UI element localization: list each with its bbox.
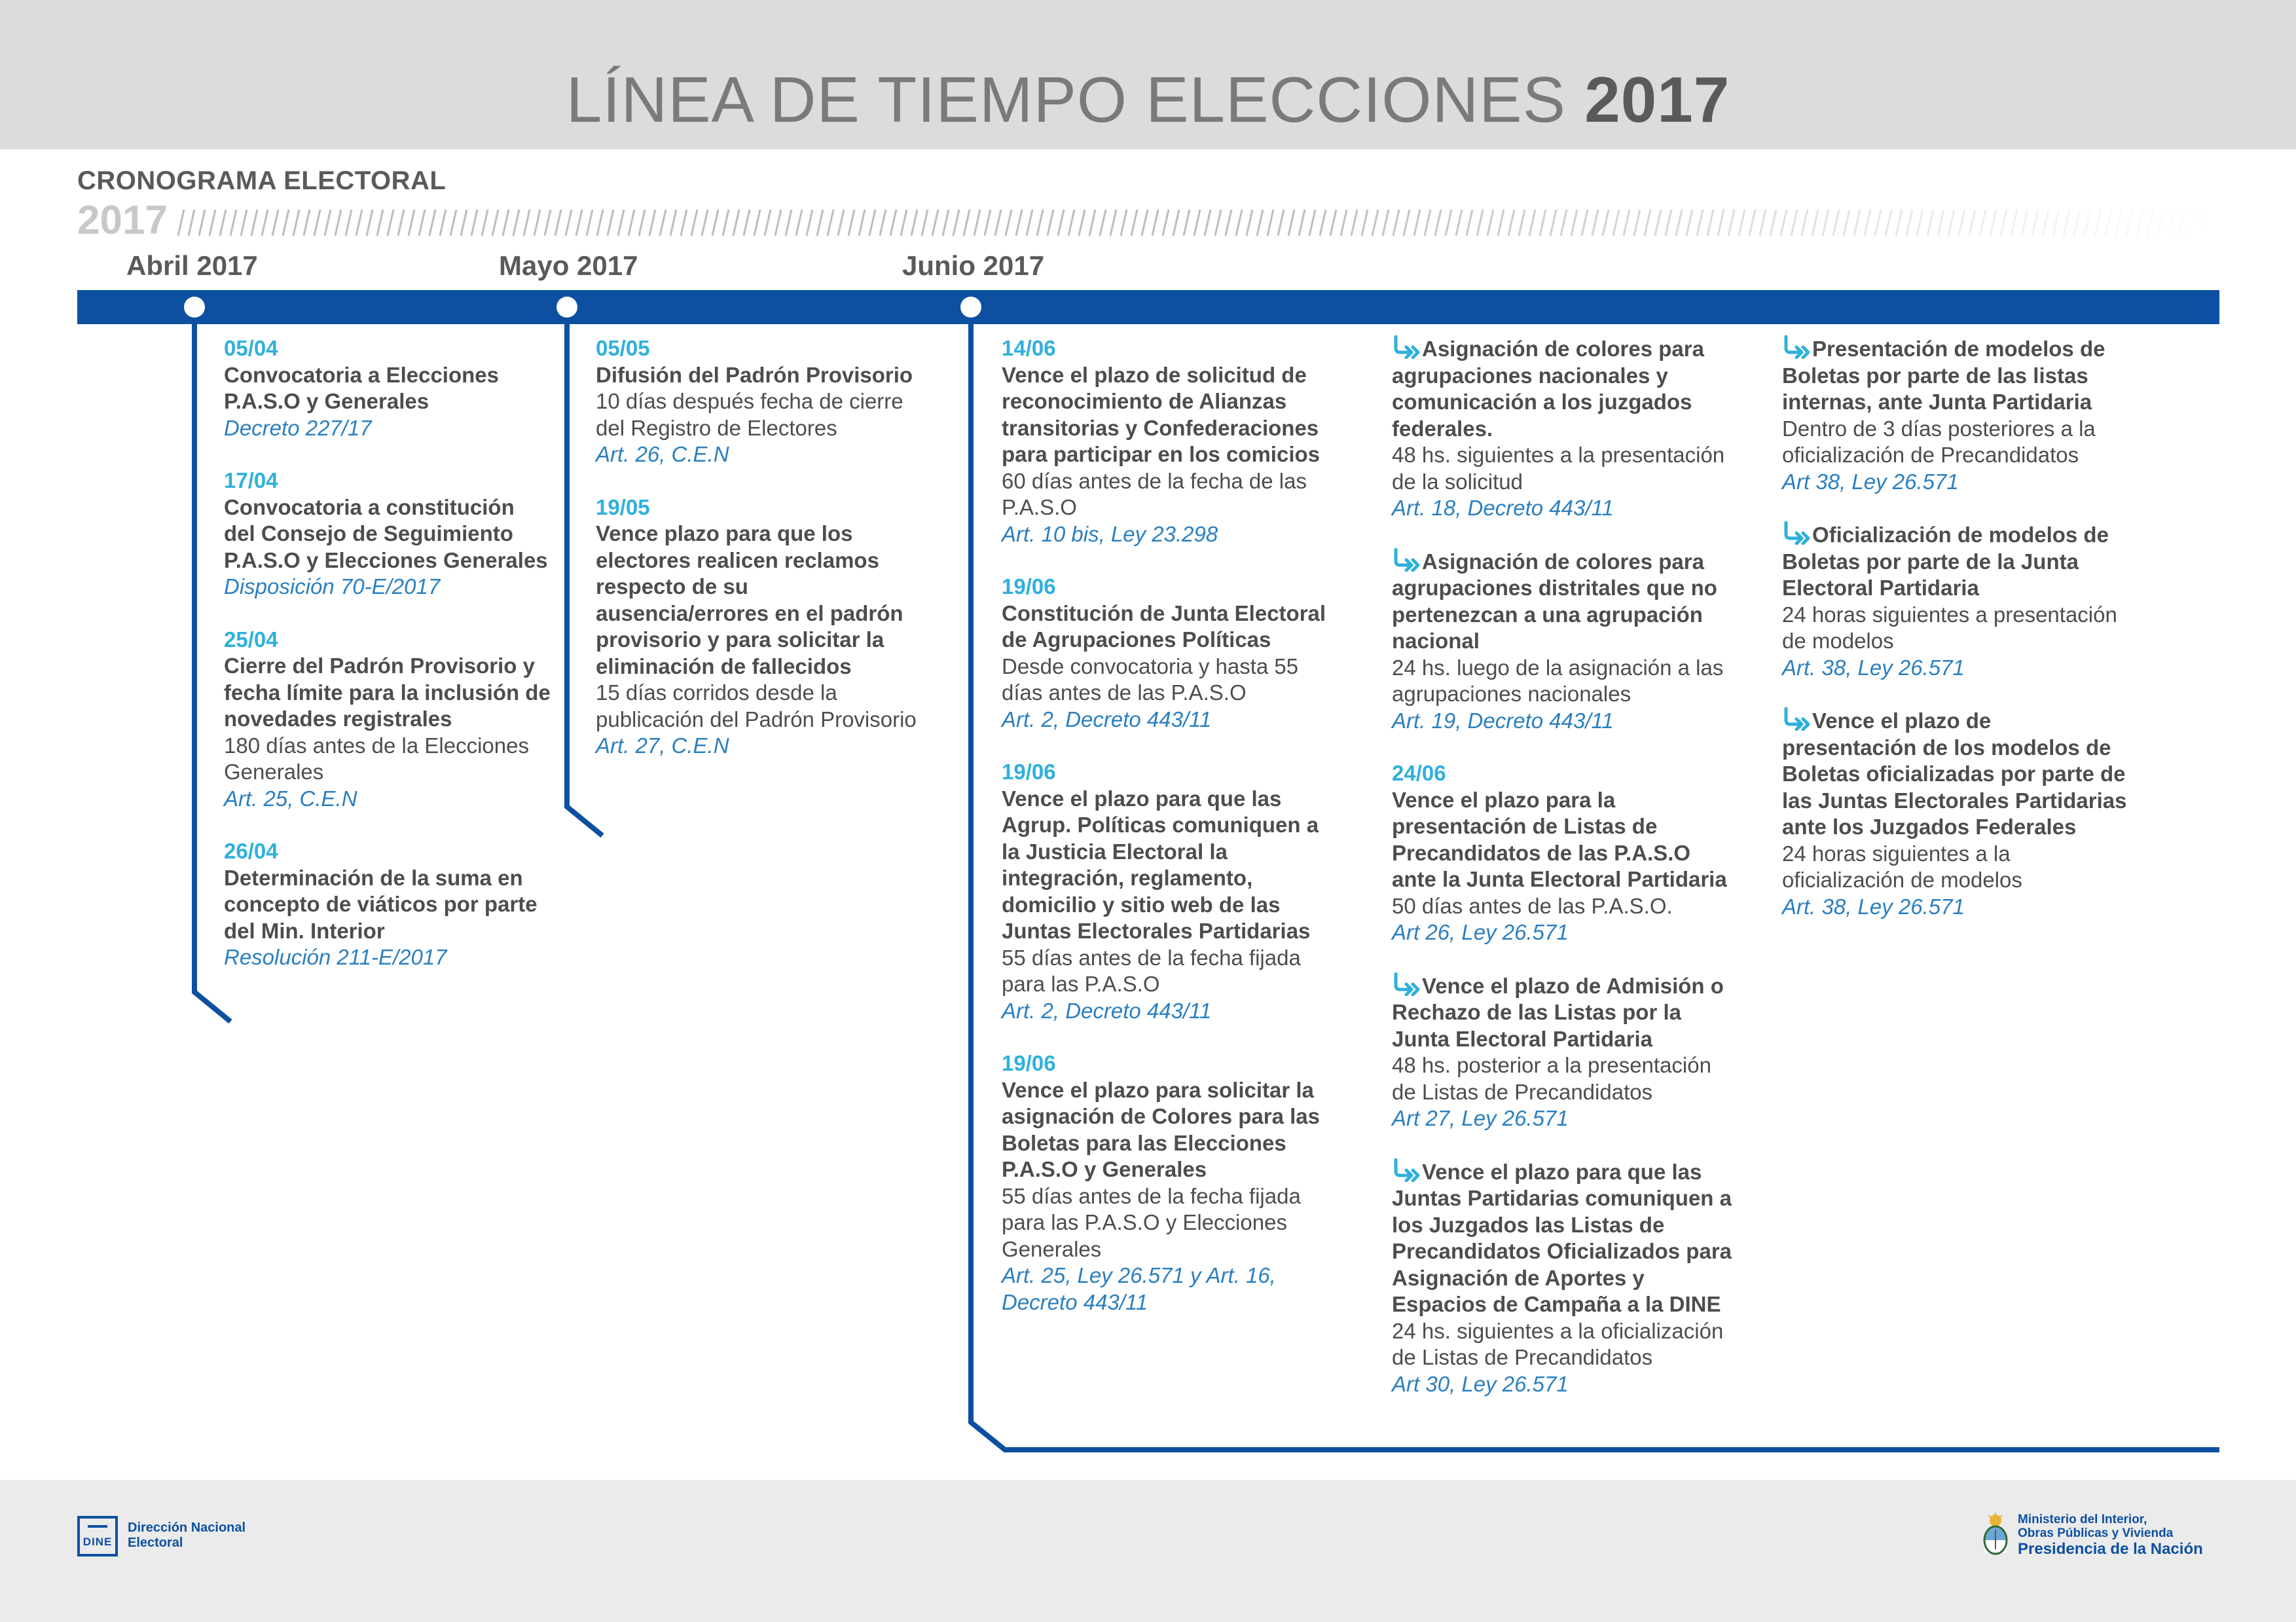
event-date: 24/06 xyxy=(1392,761,1446,785)
curved-arrow-icon xyxy=(1782,335,1812,359)
event-title xyxy=(1392,972,1739,1053)
timeline-event xyxy=(1002,335,1342,547)
event-reference: Art. 25, C.E.N xyxy=(224,786,357,811)
event-title-text: Vence el plazo para que las Agrup. Políticas comuniquen a la Justicia Electoral la integración, reglamento, domicilio y sitio web de las Juntas Electorales Partidarias xyxy=(1002,786,1319,943)
event-title xyxy=(596,362,923,389)
event-reference: Art. 19, Decreto 443/11 xyxy=(1392,708,1614,733)
curved-arrow-icon xyxy=(1782,707,1812,731)
event-title xyxy=(596,521,923,680)
event-title xyxy=(1002,786,1342,945)
event-description: 50 días antes de las P.A.S.O. xyxy=(1392,893,1673,918)
month-april: Abril 2017 xyxy=(126,250,258,281)
event-reference: Art. 26, C.E.N xyxy=(596,442,729,466)
event-title xyxy=(1392,787,1739,893)
event-title-text: Asignación de colores para agrupaciones distritales que no pertenezcan a una agrupación nacional xyxy=(1392,549,1717,653)
event-description: 60 días antes de la fecha de las P.A.S.O xyxy=(1002,468,1307,519)
event-title-text: Vence el plazo para solicitar la asignación de Colores para las Boletas para las Elecciones P.A.S.O y Generales xyxy=(1002,1077,1321,1181)
timeline-event xyxy=(1392,1158,1739,1398)
event-description: 48 hs. posterior a la presentación de Listas de Precandidatos xyxy=(1392,1053,1711,1104)
event-date: 05/04 xyxy=(224,336,278,360)
event-reference: Art. 38, Ley 26.571 xyxy=(1782,894,1965,919)
event-reference: Decreto 227/17 xyxy=(224,415,372,440)
curved-arrow-icon xyxy=(1392,335,1422,359)
event-title xyxy=(224,653,551,733)
ministry-line3: Presidencia de la Nación xyxy=(2018,1540,2203,1558)
event-title xyxy=(1392,1158,1739,1318)
event-title-text: Constitución de Junta Electoral de Agrupaciones Políticas xyxy=(1002,600,1326,652)
event-date: 05/05 xyxy=(596,336,650,360)
event-title-text: Vence el plazo para que las Juntas Partidarias comuniquen a los Juzgados las Listas de Precandidatos Oficializados para Asignación de Aportes y Espacios de Campaña a la DINE xyxy=(1392,1159,1732,1316)
event-date: 25/04 xyxy=(224,627,278,652)
event-title xyxy=(1002,1077,1342,1183)
timeline-event xyxy=(1002,1050,1342,1316)
curved-arrow-icon xyxy=(1392,972,1422,996)
event-title-text: Vence el plazo de Admisión o Rechazo de las Listas por la Junta Electoral Partidaria xyxy=(1392,973,1724,1051)
event-date: 19/05 xyxy=(596,494,650,519)
cronograma-label: CRONOGRAMA ELECTORAL xyxy=(77,166,446,195)
dine-logo-text: DINE xyxy=(82,1536,113,1548)
dine-name xyxy=(128,1521,298,1551)
timeline-event xyxy=(596,494,923,760)
event-reference: Art. 2, Decreto 443/11 xyxy=(1002,998,1212,1023)
timeline-event xyxy=(1002,759,1342,1024)
event-description: 24 horas siguientes a presentación de modelos xyxy=(1782,602,2117,653)
event-reference: Disposición 70-E/2017 xyxy=(224,574,441,599)
month-may: Mayo 2017 xyxy=(499,250,638,281)
ministry-line2: Obras Públicas y Vivienda xyxy=(2018,1526,2174,1540)
month-june: Junio 2017 xyxy=(902,250,1045,281)
event-title xyxy=(1392,335,1739,442)
curved-arrow-icon xyxy=(1392,548,1422,572)
column-april xyxy=(224,335,551,997)
event-reference: Art. 27, C.E.N xyxy=(596,733,729,758)
event-title-text: Oficialización de modelos de Boletas por parte de la Junta Electoral Partidaria xyxy=(1782,523,2109,600)
event-description: 24 hs. luego de la asignación a las agrupaciones nacionales xyxy=(1392,655,1724,706)
event-title-text: Vence el plazo de presentación de los modelos de Boletas oficializadas por parte de las Juntas Electorales Partidarias ante los Juzgados Federales xyxy=(1782,709,2127,839)
event-date: 19/06 xyxy=(1002,760,1056,784)
curved-arrow-icon xyxy=(1782,521,1812,545)
ministry-name xyxy=(2018,1513,2227,1558)
timeline-event xyxy=(224,335,551,441)
dine-logo-bar xyxy=(88,1525,107,1528)
event-description: Desde convocatoria y hasta 55 días antes de las P.A.S.O xyxy=(1002,654,1299,705)
dine-name-line2: Electoral xyxy=(128,1536,183,1550)
event-reference: Art 27, Ley 26.571 xyxy=(1392,1106,1569,1130)
timeline-event xyxy=(1782,335,2129,495)
event-date: 17/04 xyxy=(224,468,278,492)
event-title-text: Cierre del Padrón Provisorio y fecha límite para la inclusión de novedades registrales xyxy=(224,654,551,731)
event-title-text: Difusión del Padrón Provisorio xyxy=(596,362,913,387)
event-title xyxy=(224,494,551,574)
event-date: 26/04 xyxy=(224,839,278,863)
event-title xyxy=(1002,362,1342,468)
event-description: 48 hs. siguientes a la presentación de la solicitud xyxy=(1392,443,1725,494)
event-title xyxy=(1782,335,2129,416)
event-title-text: Convocatoria a constitución del Consejo de Seguimiento P.A.S.O y Elecciones Generales xyxy=(224,494,548,572)
column-june-3 xyxy=(1782,335,2129,946)
timeline-event xyxy=(1392,548,1739,735)
event-title xyxy=(1392,548,1739,655)
event-date: 14/06 xyxy=(1002,336,1056,360)
event-reference: Art 38, Ley 26.571 xyxy=(1782,469,1959,494)
event-description: 55 días antes de la fecha fijada para las P.A.S.O xyxy=(1002,945,1301,996)
column-may xyxy=(596,335,923,786)
event-title-text: Convocatoria a Elecciones P.A.S.O y Generales xyxy=(224,362,499,413)
column-june-1 xyxy=(1002,335,1342,1342)
event-reference: Art. 10 bis, Ley 23.298 xyxy=(1002,521,1218,546)
event-reference: Art. 18, Decreto 443/11 xyxy=(1392,496,1614,520)
timeline-event xyxy=(1782,521,2129,681)
event-description: 15 días corridos desde la publicación del Padrón Provisorio xyxy=(596,680,917,731)
timeline-event xyxy=(1392,760,1739,946)
column-june-2 xyxy=(1392,335,1739,1424)
event-title xyxy=(224,362,551,415)
event-title-text: Asignación de colores para agrupaciones nacionales y comunicación a los juzgados federales. xyxy=(1392,337,1704,441)
dine-name-line1: Dirección Nacional xyxy=(128,1521,246,1535)
event-title xyxy=(1782,707,2129,841)
timeline-event xyxy=(596,335,923,468)
event-description: 10 días después fecha de cierre del Registro de Electores xyxy=(596,389,903,440)
event-description: 24 horas siguientes a la oficialización de modelos xyxy=(1782,841,2022,892)
title-year: 2017 xyxy=(1584,64,1730,136)
event-date: 19/06 xyxy=(1002,574,1056,599)
dine-logo xyxy=(77,1516,118,1557)
event-title-text: Determinación de la suma en concepto de viáticos por parte del Min. Interior xyxy=(224,865,538,943)
footer-band xyxy=(0,1480,2296,1622)
event-description: 180 días antes de la Elecciones Generales xyxy=(224,733,529,784)
event-title xyxy=(1782,521,2129,602)
timeline-event xyxy=(1392,972,1739,1132)
event-description: 55 días antes de la fecha fijada para las P.A.S.O y Elecciones Generales xyxy=(1002,1183,1301,1261)
event-reference: Art. 2, Decreto 443/11 xyxy=(1002,707,1212,731)
timeline-event xyxy=(1392,335,1739,522)
timeline-event xyxy=(1782,707,2129,920)
event-reference: Art. 38, Ley 26.571 xyxy=(1782,655,1965,680)
curved-arrow-icon xyxy=(1392,1158,1422,1182)
title-light: LÍNEA DE TIEMPO ELECCIONES xyxy=(566,64,1567,136)
event-reference: Art 26, Ley 26.571 xyxy=(1392,920,1569,944)
event-title-text: Presentación de modelos de Boletas por parte de las listas internas, ante Junta Partidaria xyxy=(1782,337,2105,414)
event-description: Dentro de 3 días posteriores a la oficialización de Precandidatos xyxy=(1782,416,2096,467)
event-date: 19/06 xyxy=(1002,1051,1056,1075)
event-title-text: Vence el plazo para la presentación de Listas de Precandidatos de las P.A.S.O ante la Junta Electoral Partidaria xyxy=(1392,787,1727,891)
event-title-text: Vence el plazo de solicitud de reconocimiento de Alianzas transitorias y Confederaciones para participar en los comicios xyxy=(1002,362,1321,466)
event-description: 24 hs. siguientes a la oficialización de Listas de Precandidatos xyxy=(1392,1318,1724,1369)
event-reference: Art. 25, Ley 26.571 y Art. 16, Decreto 443/11 xyxy=(1002,1263,1276,1314)
ministry-line1: Ministerio del Interior, xyxy=(2018,1513,2147,1526)
event-title xyxy=(224,865,551,945)
cronograma-year: 2017 xyxy=(77,198,168,243)
event-reference: Art 30, Ley 26.571 xyxy=(1392,1371,1569,1396)
event-title-text: Vence plazo para que los electores realicen reclamos respecto de su ausencia/errores en el padrón provisorio y para solicitar la eliminación de fallecidos xyxy=(596,521,903,678)
event-title xyxy=(1002,600,1342,654)
coat-of-arms-icon xyxy=(1980,1513,2011,1557)
timeline-event xyxy=(224,627,551,813)
event-reference: Resolución 211-E/2017 xyxy=(224,945,447,969)
timeline-event xyxy=(1002,574,1342,733)
timeline-event xyxy=(224,838,551,971)
timeline-event xyxy=(224,468,551,600)
